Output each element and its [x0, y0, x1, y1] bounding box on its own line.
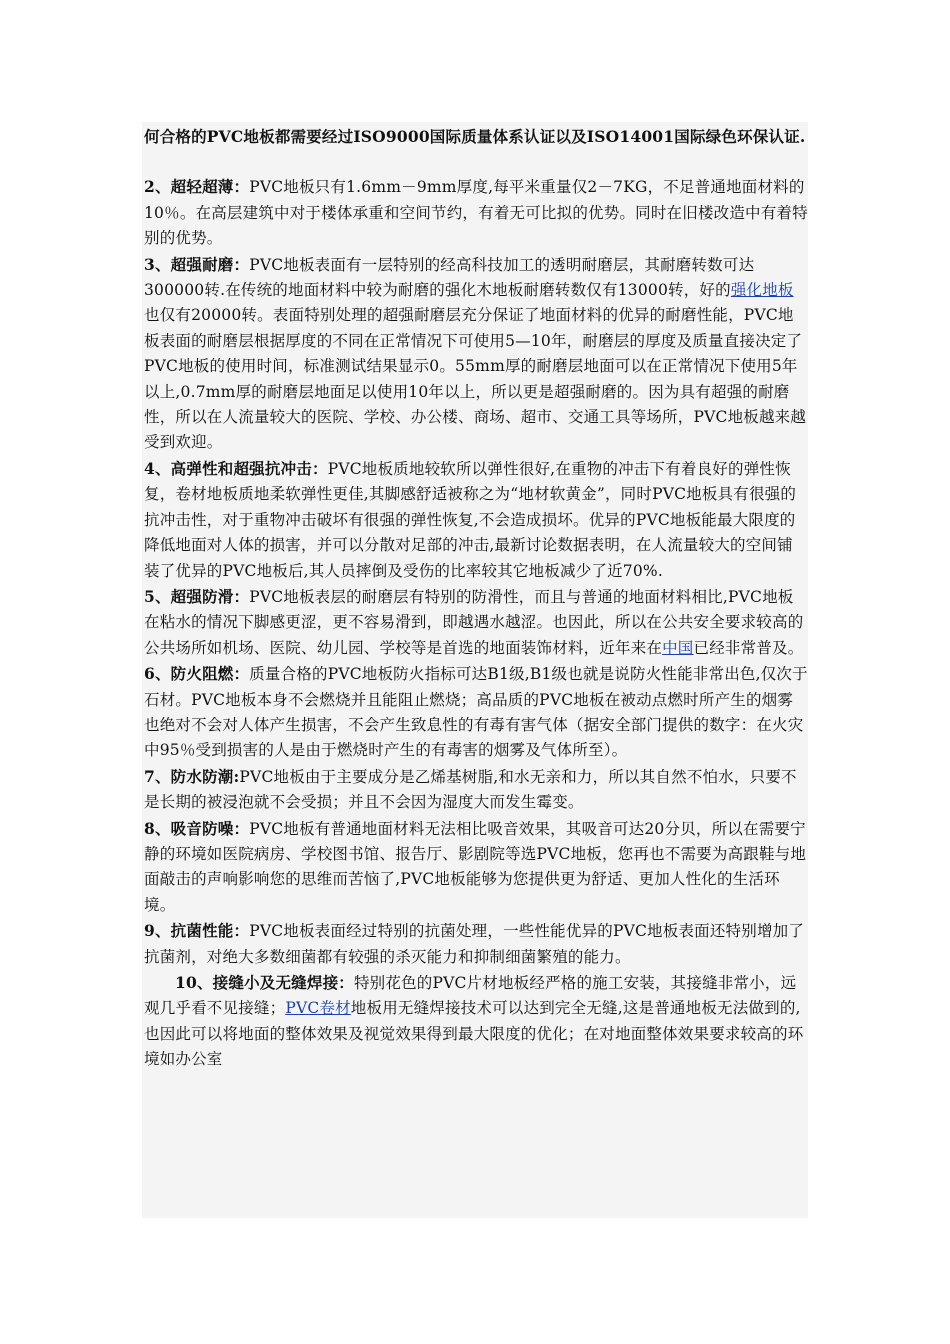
item-text: PVC地板只有1.6mm－9mm厚度,每平米重量仅2－7KG，不足普通地面材料的10％。在高层建筑中对于楼体承重和空间节约，有着无可比拟的优势。同时在旧楼改造中有着特别的优势。 [144, 178, 808, 248]
item-text: 特别花色的PVC片材地板经严格的施工安装，其接缝非常小，远观几乎看不见接缝； [144, 974, 797, 1018]
item-wear-resistant [144, 252, 808, 456]
item-term: 4、高弹性和超强抗冲击： [144, 458, 328, 478]
item-text: PVC地板表层的耐磨层有特别的防滑性，而且与普通的地面材料相比,PVC地板在粘水的情况下脚感更涩，更不容易滑到，即越遇水越涩。也因此，所以在公共安全要求较高的公共场所如机场、医院、幼儿园、学校等是首选的地面装饰材料，近年来在 [144, 587, 804, 657]
item-term: 8、吸音防噪： [144, 818, 250, 838]
item-seamless [144, 970, 808, 1073]
link-china[interactable]: 中国 [662, 638, 694, 657]
intro-heading: 何合格的PVC地板都需要经过ISO9000国际质量体系认证以及ISO14001国际绿色环保认证. [144, 127, 806, 146]
item-text: PVC地板质地较软所以弹性很好,在重物的冲击下有着良好的弹性恢复，卷材地板质地柔软弹性更佳,其脚感舒适被称之为“地材软黄金”，同时PVC地板具有很强的抗冲击性，对于重物冲击破坏有很强的弹性恢复,不会造成损坏。优异的PVC地板能最大限度的降低地面对人体的损害，并可以分散对足部的冲击,最新讨论数据表明，在人流量较大的空间铺装了优异的PVC地板后,其人员摔倒及受伤的比率较其它地板减少了近70%. [144, 459, 797, 580]
item-term: 6、防火阻燃： [144, 664, 250, 684]
item-term: 5、超强防滑： [144, 586, 250, 606]
item-fire-retardant [144, 661, 808, 764]
item-antibacterial [144, 918, 808, 970]
item-text: 质量合格的PVC地板防火指标可达B1级,B1级也就是说防火性能非常出色,仅次于石材。PVC地板本身不会燃烧并且能阻止燃烧；高品质的PVC地板在被动点燃时所产生的烟雾也绝对不会对人体产生损害，不会产生致息性的有毒有害气体（据安全部门提供的数字：在火灾中95％受到损害的人是由于燃烧时产生的有毒害的烟雾及气体所至）。 [144, 665, 808, 760]
item-term: 9、抗菌性能： [144, 921, 250, 941]
item-text: PVC地板表面经过特别的抗菌处理，一些性能优异的PVC地板表面还特别增加了抗菌剂，对绝大多数细菌都有较强的杀灭能力和抑制细菌繁殖的能力。 [144, 922, 805, 966]
item-text: PVC地板由于主要成分是乙烯基树脂,和水无亲和力，所以其自然不怕水，只要不是长期的被浸泡就不会受损；并且不会因为湿度大而发生霉变。 [144, 767, 797, 812]
item-term: 2、超轻超薄： [144, 177, 250, 197]
item-text: 也仅有20000转。表面特别处理的超强耐磨层充分保证了地面材料的优异的耐磨性能，PVC地板表面的耐磨层根据厚度的不同在正常情况下可使用5—10年，耐磨层的厚度及质量直接决定了PVC地板的使用时间，标准测试结果显示0。55mm厚的耐磨层地面可以在正常情况下使用5年以上,0.7mm厚的耐磨层地面足以使用10年以上，所以更是超强耐磨的。因为具有超强的耐磨性，所以在人流量较大的医院、学校、办公楼、商场、超市、交通工具等场所，PVC地板越来越受到欢迎。 [144, 306, 807, 452]
item-text: 已经非常普及。 [693, 638, 804, 657]
document-body [144, 124, 808, 1073]
item-text: PVC地板有普通地面材料无法相比吸音效果，其吸音可达20分贝，所以在需要宁静的环境如医院病房、学校图书馆、报告厅、影剧院等选PVC地板，您再也不需要为高跟鞋与地面敲击的声响影响您的思维而苦恼了,PVC地板能够为您提供更为舒适、更加人性化的生活环境。 [144, 819, 807, 914]
blank-line [144, 149, 808, 174]
item-sound-absorption [144, 816, 808, 919]
item-term: 10、接缝小及无缝焊接： [175, 973, 354, 992]
item-term: 7、防水防潮: [144, 766, 240, 786]
item-anti-slip [144, 584, 808, 661]
item-waterproof [144, 764, 808, 816]
item-text: PVC地板表面有一层特别的经高科技加工的透明耐磨层，其耐磨转数可达300000转.在传统的地面材料中较为耐磨的强化木地板耐磨转数仅有13000转，好的 [144, 255, 755, 300]
item-term: 3、超强耐磨： [144, 254, 250, 274]
item-elasticity [144, 456, 808, 584]
item-ultralight [144, 174, 808, 251]
item-text: 地板用无缝焊接技术可以达到完全无缝,这是普通地板无法做到的,也因此可以将地面的整体效果及视觉效果得到最大限度的优化；在对地面整体效果要求较高的环境如办公室 [144, 999, 804, 1069]
link-pvc-roll[interactable]: PVC卷材 [285, 999, 351, 1018]
link-laminate-flooring[interactable]: 强化地板 [730, 281, 794, 300]
